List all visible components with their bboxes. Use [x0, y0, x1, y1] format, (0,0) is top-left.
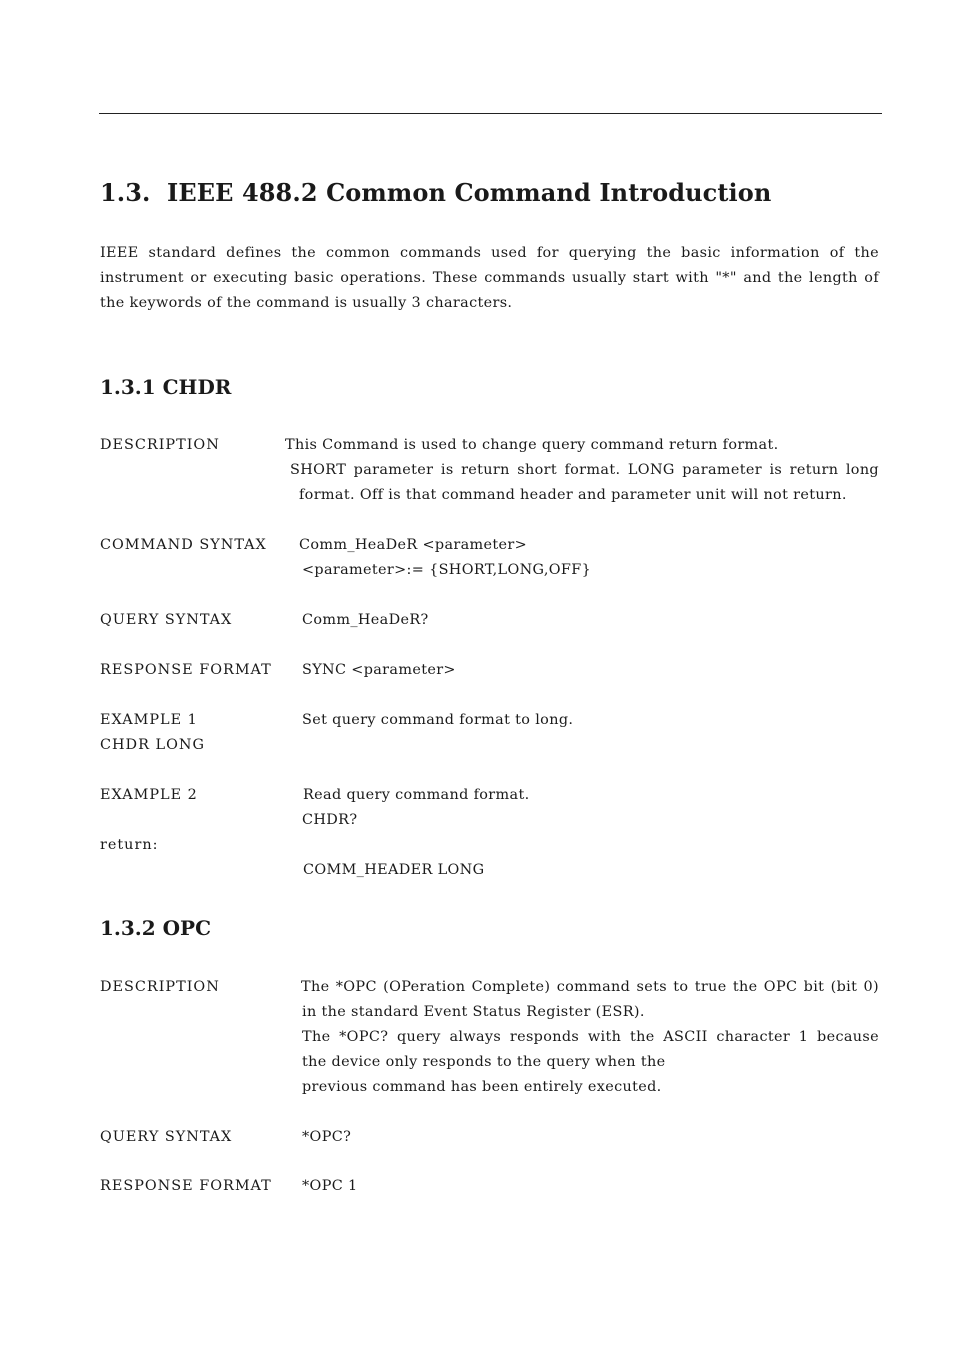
chdr-description-line: SHORT parameter is return short format. LONG parameter is return long [290, 462, 879, 478]
opc-description-line: the device only responds to the query when the [302, 1054, 666, 1070]
header-rule [99, 113, 882, 114]
chdr-heading: 1.3.1 CHDR [100, 375, 232, 399]
chdr-example1-command: CHDR LONG [100, 737, 205, 753]
chdr-return-value: COMM_HEADER LONG [303, 862, 485, 878]
chdr-response-format-label: RESPONSE FORMAT [100, 662, 272, 678]
opc-response-format-label: RESPONSE FORMAT [100, 1178, 272, 1194]
opc-description-line: previous command has been entirely executed. [302, 1079, 662, 1095]
chdr-description-line: format. Off is that command header and parameter unit will not return. [299, 487, 847, 503]
opc-heading: 1.3.2 OPC [100, 916, 212, 940]
opc-query-syntax-label: QUERY SYNTAX [100, 1129, 233, 1145]
chdr-query-syntax-label: QUERY SYNTAX [100, 612, 233, 628]
opc-response-format: *OPC 1 [302, 1178, 358, 1194]
section-title [100, 178, 771, 207]
chdr-response-format: SYNC <parameter> [302, 662, 456, 678]
intro-line: the keywords of the command is usually 3 characters. [100, 295, 513, 311]
opc-description-line: in the standard Event Status Register (ESR). [302, 1004, 645, 1020]
intro-line: IEEE standard defines the common commands used for querying the basic information of the [100, 245, 879, 261]
opc-description-line: The *OPC? query always responds with the ASCII character 1 because [302, 1029, 879, 1045]
chdr-command-syntax: Comm_HeaDeR <parameter> [299, 537, 528, 553]
chdr-example1-label: EXAMPLE 1 [100, 712, 198, 728]
chdr-example1-text: Set query command format to long. [302, 712, 574, 728]
opc-description-label: DESCRIPTION [100, 979, 220, 995]
intro-paragraph [100, 241, 879, 316]
opc-description-line: The *OPC (OPeration Complete) command sets to true the OPC bit (bit 0) [301, 979, 879, 995]
chdr-command-syntax-label: COMMAND SYNTAX [100, 537, 267, 553]
chdr-description-label: DESCRIPTION [100, 437, 220, 453]
chdr-description-line: This Command is used to change query command return format. [285, 437, 779, 453]
chdr-example2-label: EXAMPLE 2 [100, 787, 198, 803]
chdr-return-label: return: [100, 837, 159, 853]
chdr-example2-text: Read query command format. [303, 787, 530, 803]
chdr-query-syntax: Comm_HeaDeR? [302, 612, 429, 628]
chdr-example2-command: CHDR? [302, 812, 358, 828]
intro-line: instrument or executing basic operations. These commands usually start with "*" and the length of [100, 270, 879, 286]
chdr-command-syntax-param: <parameter>:= {SHORT,LONG,OFF} [302, 562, 592, 578]
section-number: 1.3. [100, 178, 151, 207]
section-title-text: IEEE 488.2 Common Command Introduction [167, 178, 772, 207]
opc-query-syntax: *OPC? [302, 1129, 352, 1145]
